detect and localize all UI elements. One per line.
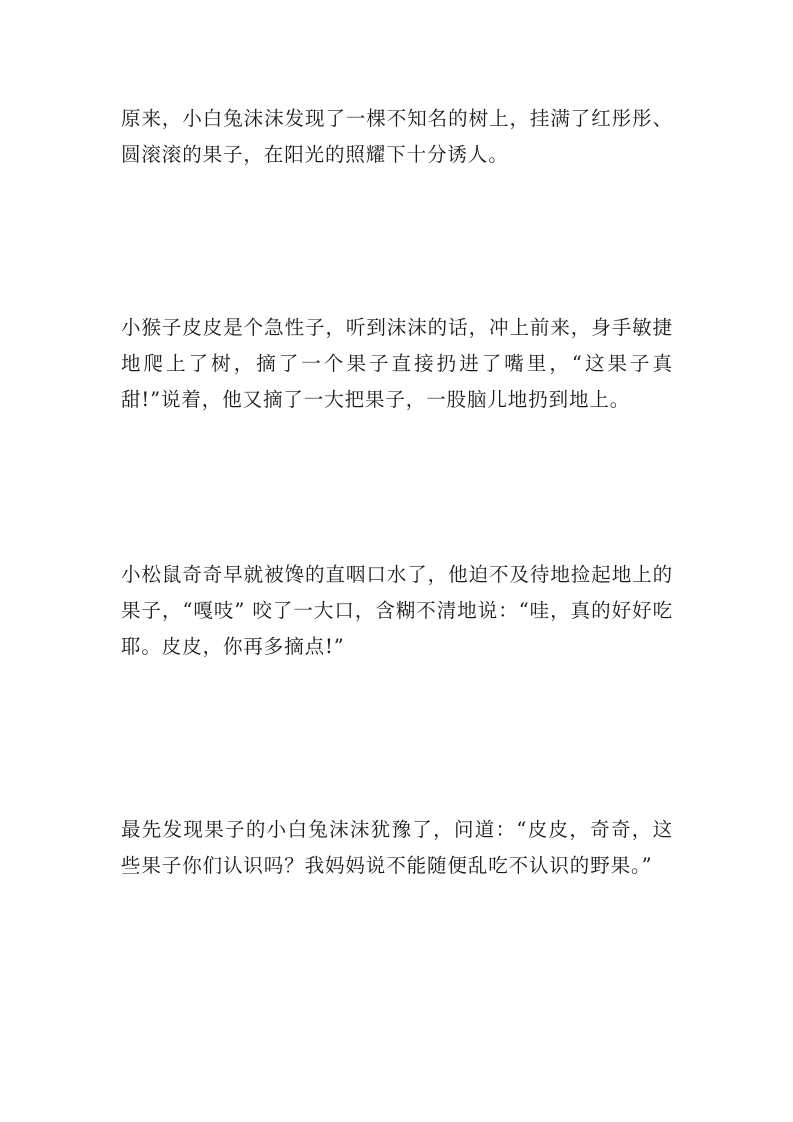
story-paragraph-4: 最先发现果子的小白兔沫沫犹豫了，问道：“皮皮，奇奇，这些果子你们认识吗？我妈妈说不能随便乱吃不认识的野果。” — [121, 818, 673, 877]
story-paragraph-3: 小松鼠奇奇早就被馋的直咽口水了，他迫不及待地捡起地上的果子，“嘎吱” 咬了一大口，含糊不清地说：“哇，真的好好吃耶。皮皮，你再多摘点!” — [121, 563, 673, 658]
story-paragraph-2: 小猴子皮皮是个急性子，听到沫沫的话，冲上前来，身手敏捷地爬上了树，摘了一个果子直接扔进了嘴里，“这果子真甜!”说着，他又摘了一大把果子，一股脑儿地扔到地上。 — [121, 316, 673, 411]
story-paragraph-1: 原来，小白兔沫沫发现了一棵不知名的树上，挂满了红彤彤、圆滚滚的果子，在阳光的照耀下十分诱人。 — [121, 107, 673, 166]
